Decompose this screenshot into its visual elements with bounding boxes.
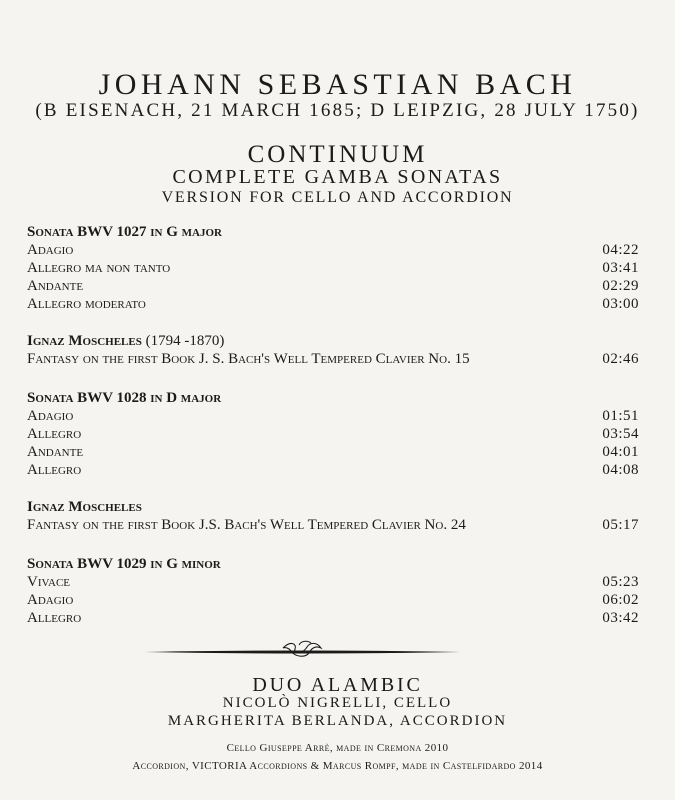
track-duration: 04:01 <box>602 444 639 460</box>
track-title: Fantasy on the first Book J. S. Bach's Well Tempered Clavier No. 15 <box>27 351 470 367</box>
section-heading-name: Ignaz Moscheles <box>27 333 142 349</box>
track-title: Adagio <box>27 242 74 258</box>
performer-cello: NICOLÒ NIGRELLI, CELLO <box>222 695 453 711</box>
track-title: Allegro <box>27 610 82 626</box>
track-duration: 03:54 <box>602 426 639 442</box>
section-heading: Ignaz Moscheles <box>27 499 142 515</box>
track-duration: 03:00 <box>602 296 639 312</box>
track-row <box>27 609 639 627</box>
instrument-accordion-credit: Accordion, VICTORIA Accordions & Marcus Rompf, made in Castelfidardo 2014 <box>132 760 543 772</box>
divider-ornament <box>145 639 461 659</box>
track-duration: 06:02 <box>602 592 639 608</box>
track-duration: 05:17 <box>602 517 639 533</box>
track-row <box>27 277 639 295</box>
instrument-cello-credit: Cello Giuseppe Arrè, made in Cremona 2010 <box>226 742 449 754</box>
track-title: Fantasy on the first Book J.S. Bach's Well Tempered Clavier No. 24 <box>27 517 466 533</box>
section-heading: Sonata BWV 1027 in G major <box>27 224 222 240</box>
section-heading-dates: (1794 -1870) <box>145 333 225 349</box>
track-title: Andante <box>27 278 84 294</box>
track-title: Allegro moderato <box>27 296 146 312</box>
track-title: Allegro ma non tanto <box>27 260 171 276</box>
track-duration: 03:42 <box>602 610 639 626</box>
track-duration: 02:46 <box>602 351 639 367</box>
section-moscheles-24 <box>27 498 639 534</box>
section-heading: Sonata BWV 1029 in G minor <box>27 556 221 572</box>
track-row <box>27 407 639 425</box>
track-title: Allegro <box>27 426 82 442</box>
section-heading: Sonata BWV 1028 in D major <box>27 390 222 406</box>
track-title: Vivace <box>27 574 71 590</box>
track-duration: 01:51 <box>602 408 639 424</box>
track-row <box>27 295 639 313</box>
track-row <box>27 241 639 259</box>
track-duration: 03:41 <box>602 260 639 276</box>
track-row <box>27 350 639 368</box>
album-title: CONTINUUM <box>247 141 428 168</box>
track-row <box>27 461 639 479</box>
section-bwv-1027 <box>27 223 639 313</box>
track-title: Adagio <box>27 592 74 608</box>
section-bwv-1028 <box>27 389 639 479</box>
track-duration: 02:29 <box>602 278 639 294</box>
track-row <box>27 516 639 534</box>
track-row <box>27 591 639 609</box>
track-title: Allegro <box>27 462 82 478</box>
track-duration: 04:08 <box>602 462 639 478</box>
track-duration: 04:22 <box>602 242 639 258</box>
track-row <box>27 573 639 591</box>
ensemble-name: DUO ALAMBIC <box>252 674 423 696</box>
section-moscheles-15 <box>27 332 639 368</box>
album-version: VERSION FOR CELLO AND ACCORDION <box>161 189 514 206</box>
composer-name: JOHANN SEBASTIAN BACH <box>98 68 577 101</box>
section-bwv-1029 <box>27 555 639 627</box>
track-title: Andante <box>27 444 84 460</box>
performer-accordion: MARGHERITA BERLANDA, ACCORDION <box>167 713 508 729</box>
track-row <box>27 443 639 461</box>
track-duration: 05:23 <box>602 574 639 590</box>
track-row <box>27 425 639 443</box>
track-row <box>27 259 639 277</box>
section-heading <box>27 332 639 350</box>
track-title: Adagio <box>27 408 74 424</box>
composer-lifespan: (B EISENACH, 21 MARCH 1685; D LEIPZIG, 28 JULY 1750) <box>35 100 640 121</box>
album-subtitle: COMPLETE GAMBA SONATAS <box>172 166 503 188</box>
